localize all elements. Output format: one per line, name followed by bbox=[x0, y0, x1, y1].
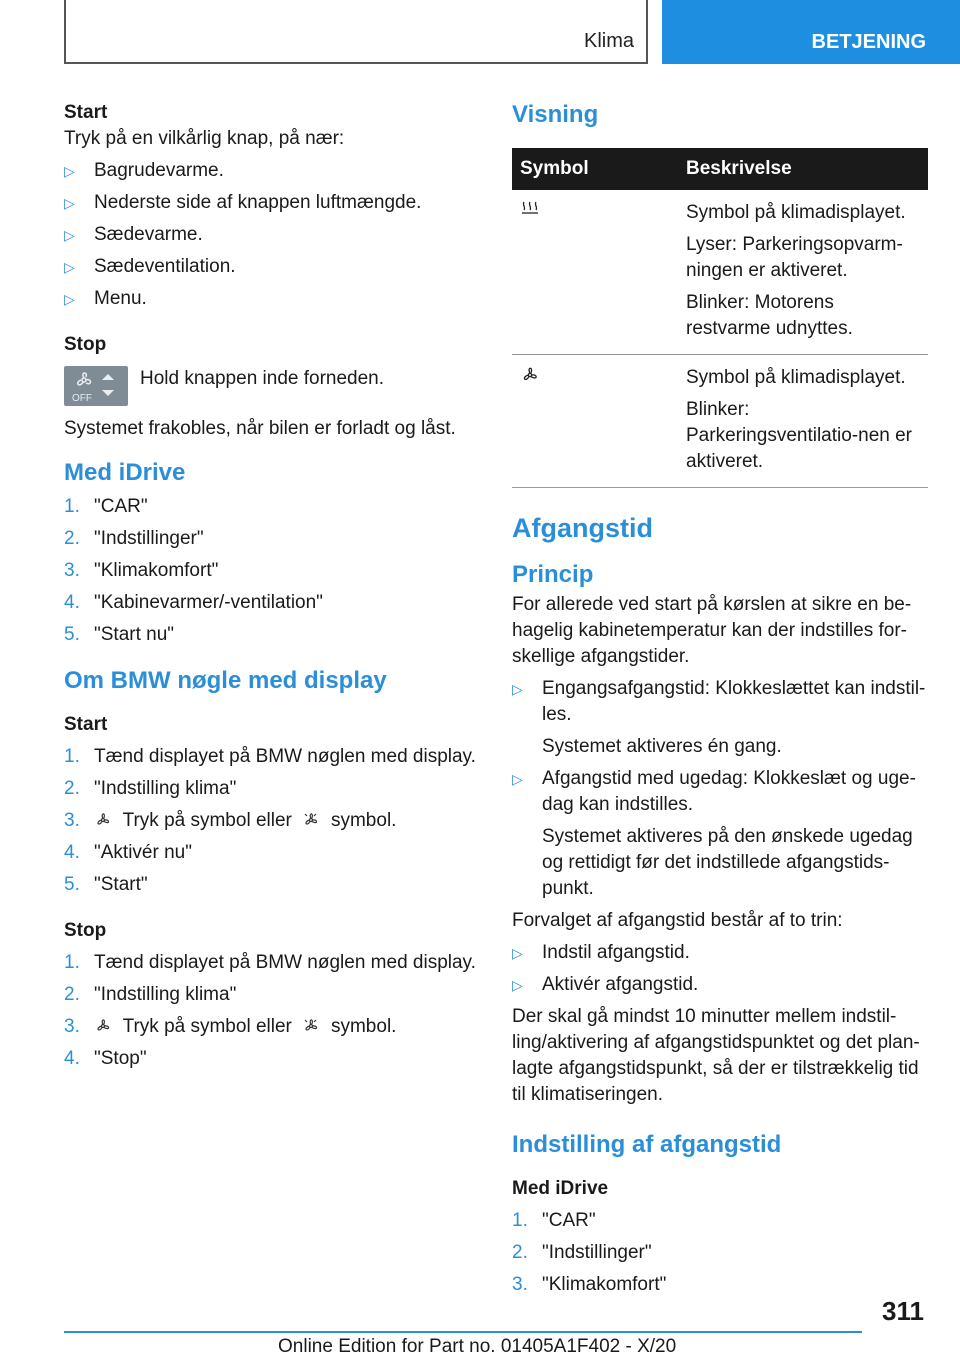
visning-heading: Visning bbox=[512, 101, 599, 128]
heat-fan-icon bbox=[302, 811, 320, 829]
triangle-bullet-icon: ▷ bbox=[512, 977, 523, 993]
list-item: 5. "Start" bbox=[64, 874, 148, 895]
table-header-symbol: Symbol bbox=[512, 148, 678, 190]
list-item: ▷ Nederste side af knappen luftmængde. bbox=[64, 190, 484, 216]
list-item: 1. Tænd displayet på BMW nøglen med display. bbox=[64, 746, 476, 767]
triangle-bullet-icon: ▷ bbox=[512, 945, 523, 961]
list-item: 4. "Stop" bbox=[64, 1048, 147, 1069]
indstilling-heading: Indstilling af afgangstid bbox=[512, 1131, 782, 1158]
footer-edition: Online Edition for Part no. 01405A1F402 - X/20 bbox=[278, 1336, 677, 1357]
list-item: ▷ Sædevarme. bbox=[64, 222, 484, 248]
list-item: 4. "Kabinevarmer/-ventilation" bbox=[64, 592, 323, 613]
list-item: 1. "CAR" bbox=[64, 496, 148, 517]
afgangstid-heading: Afgangstid bbox=[512, 513, 653, 543]
list-item: 4. "Aktivér nu" bbox=[64, 842, 192, 863]
page-number: 311 bbox=[882, 1296, 924, 1326]
key-start-steps bbox=[64, 744, 484, 898]
note-text: Der skal gå mindst 10 minutter mellem indstil-ling/aktivering af afgangstidspunktet og det plan-lagte afgangstidspunkt, så der er tilstrækkelig tid til klimatiseringen. bbox=[512, 1006, 920, 1105]
list-item: ▷ Afgangstid med ugedag: Klokkeslæt og uge-dag kan indstilles. Systemet aktiveres på den ønskede ugedag og rettidigt før det indstillede afgangstids-punkt. bbox=[512, 766, 928, 902]
stop-note: Systemet frakobles, når bilen er forladt og låst. bbox=[64, 418, 456, 439]
row-line: Blinker: Motorens restvarme udnyttes. bbox=[686, 292, 853, 339]
list-item: ▷ Aktivér afgangstid. bbox=[512, 972, 928, 998]
triangle-bullet-icon: ▷ bbox=[512, 681, 523, 697]
list-item: 1. "CAR" bbox=[512, 1210, 596, 1231]
table-row bbox=[512, 355, 928, 488]
heat-fan-icon bbox=[302, 1017, 320, 1035]
list-item: ▷ Sædeventilation. bbox=[64, 254, 484, 280]
triangle-bullet-icon: ▷ bbox=[64, 163, 75, 179]
list-item-sub: Systemet aktiveres én gang. bbox=[542, 736, 782, 757]
row-line: Blinker: Parkeringsventilatio-nen er aktiveret. bbox=[686, 399, 913, 472]
idrive-steps bbox=[64, 494, 484, 648]
header-tab: BETJENING bbox=[662, 0, 960, 64]
symbol-table bbox=[512, 148, 928, 488]
left-column bbox=[64, 100, 484, 1078]
list-item: 3. Tryk på symbol eller symbol. bbox=[64, 810, 397, 831]
key-stop-heading: Stop bbox=[64, 920, 107, 941]
triangle-bullet-icon: ▷ bbox=[512, 771, 523, 787]
stop-button-text: Hold knappen inde forneden. bbox=[140, 368, 385, 389]
triangle-bullet-icon: ▷ bbox=[64, 195, 75, 211]
list-item: 2. "Indstillinger" bbox=[512, 1242, 652, 1263]
header-title: Klima bbox=[583, 30, 634, 52]
forvalg-text: Forvalget af afgangstid består af to trin: bbox=[512, 910, 843, 931]
fan-off-button-icon bbox=[64, 366, 128, 406]
key-start-heading: Start bbox=[64, 714, 108, 735]
stop-heading: Stop bbox=[64, 334, 107, 355]
stop-button-row bbox=[64, 366, 484, 406]
right-idrive-steps bbox=[512, 1208, 928, 1298]
list-item-sub: Systemet aktiveres på den ønskede ugedag og rettidigt før det indstillede afgangstids-punkt. bbox=[542, 826, 913, 899]
off-label: OFF bbox=[72, 393, 92, 404]
list-item: 2. "Indstillinger" bbox=[64, 528, 204, 549]
header-box bbox=[64, 0, 648, 64]
list-item: 3. "Klimakomfort" bbox=[512, 1274, 667, 1295]
list-item: ▷ Bagrudevarme. bbox=[64, 158, 484, 184]
fan-icon bbox=[94, 1017, 112, 1035]
fan-icon bbox=[520, 365, 540, 385]
key-stop-steps bbox=[64, 950, 484, 1072]
list-item: ▷ Indstil afgangstid. bbox=[512, 940, 928, 966]
princip-text: For allerede ved start på kørslen at sikre en be-hagelig kabinetemperatur kan der indstilles for-skellige afgangstider. bbox=[512, 594, 912, 667]
start-list bbox=[64, 158, 484, 312]
start-heading: Start bbox=[64, 102, 108, 123]
idrive-heading: Med iDrive bbox=[512, 1178, 609, 1199]
footer-divider bbox=[64, 1331, 862, 1333]
triangle-bullet-icon: ▷ bbox=[64, 259, 75, 275]
princip-heading: Princip bbox=[512, 561, 594, 588]
triangle-bullet-icon: ▷ bbox=[64, 291, 75, 307]
fan-icon bbox=[94, 811, 112, 829]
list-item: 3. Tryk på symbol eller symbol. bbox=[64, 1016, 397, 1037]
princip-list bbox=[512, 676, 928, 902]
list-item: ▷ Engangsafgangstid: Klokkeslættet kan indstil-les. Systemet aktiveres én gang. bbox=[512, 676, 928, 760]
idrive-heading: Med iDrive bbox=[64, 459, 186, 486]
start-intro: Tryk på en vilkårlig knap, på nær: bbox=[64, 128, 345, 149]
table-row bbox=[512, 190, 928, 355]
list-item: 1. Tænd displayet på BMW nøglen med display. bbox=[64, 952, 476, 973]
table-header-description: Beskrivelse bbox=[678, 148, 928, 190]
heat-waves-icon bbox=[520, 200, 540, 218]
row-line: Symbol på klimadisplayet. bbox=[686, 202, 906, 223]
list-item: 2. "Indstilling klima" bbox=[64, 984, 237, 1005]
row-line: Lyser: Parkeringsopvarm-ningen er aktiveret. bbox=[686, 234, 903, 281]
list-item: 5. "Start nu" bbox=[64, 624, 175, 645]
right-column bbox=[512, 100, 928, 1304]
forvalg-list bbox=[512, 940, 928, 998]
triangle-bullet-icon: ▷ bbox=[64, 227, 75, 243]
key-heading: Om BMW nøgle med display bbox=[64, 667, 387, 694]
list-item: 2. "Indstilling klima" bbox=[64, 778, 237, 799]
row-line: Symbol på klimadisplayet. bbox=[686, 367, 906, 388]
list-item: 3. "Klimakomfort" bbox=[64, 560, 219, 581]
list-item: ▷ Menu. bbox=[64, 286, 484, 312]
